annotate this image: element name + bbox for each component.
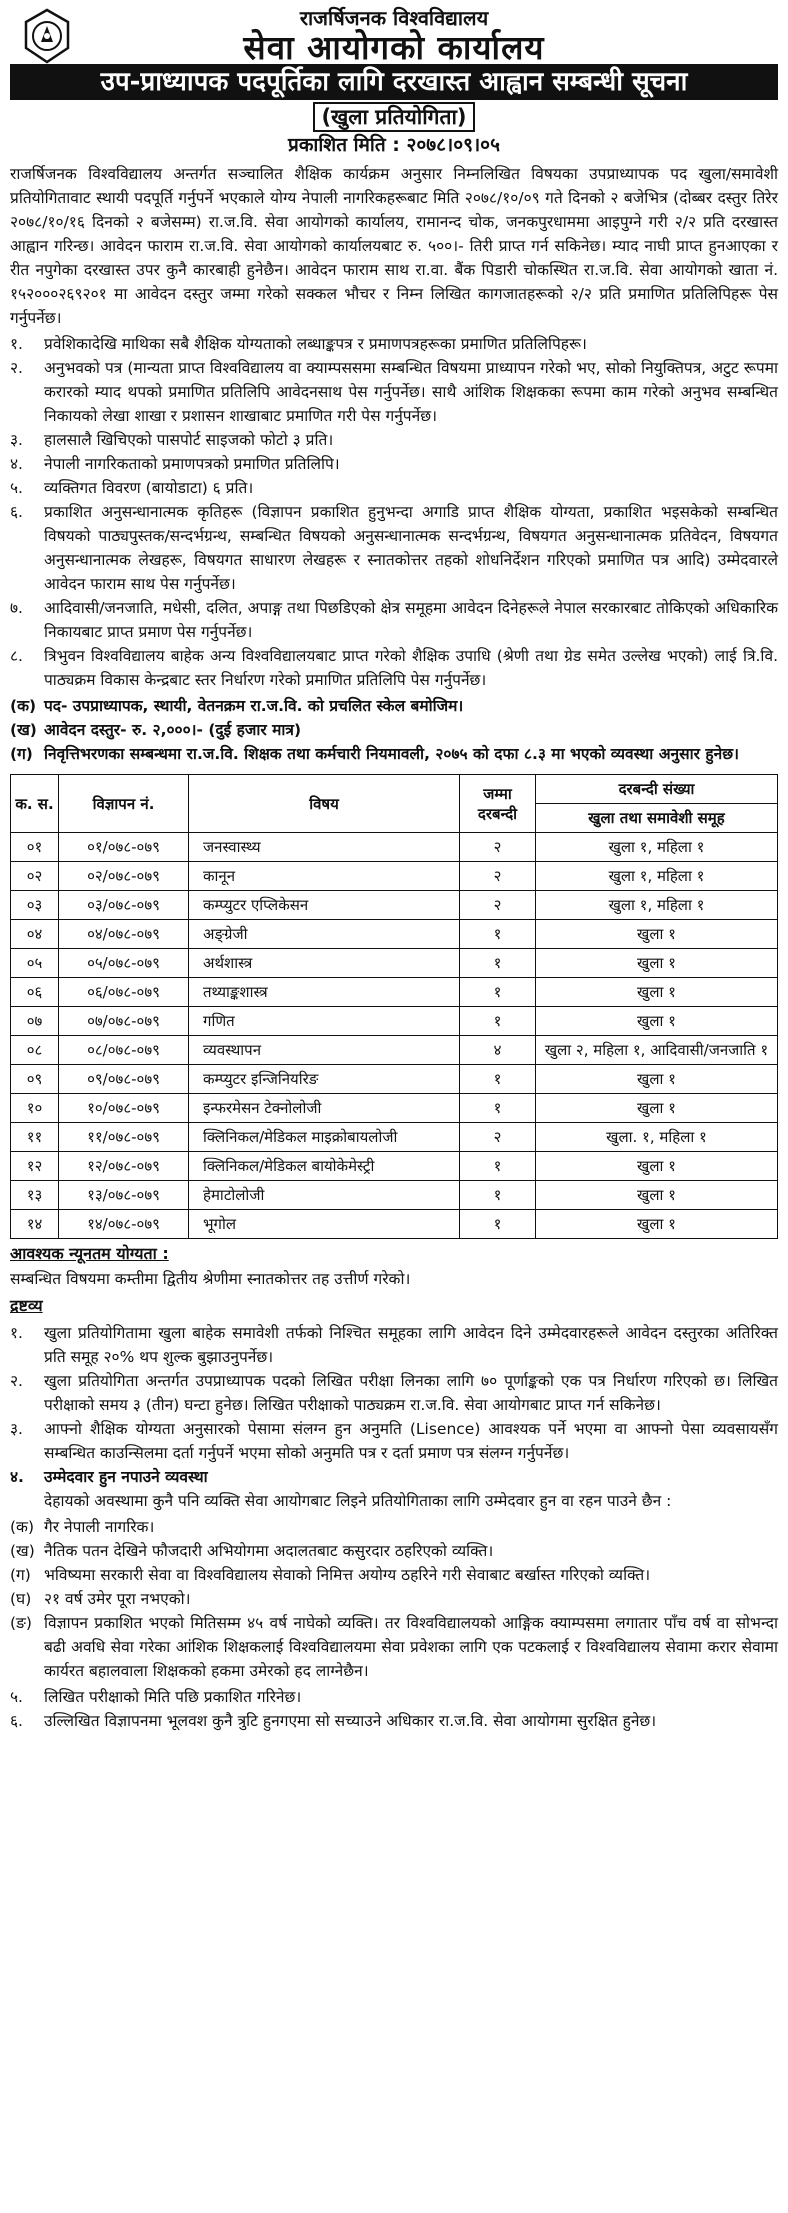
cell-ad: १२/०७८-०७९: [59, 1152, 189, 1181]
cell-total: २: [460, 833, 536, 862]
cell-group: खुला २, महिला १, आदिवासी/जनजाति १: [536, 1036, 778, 1065]
table-row: [11, 862, 778, 891]
cell-sn: ०५: [11, 949, 59, 978]
cell-group: खुला १: [536, 978, 778, 1007]
cell-total: १: [460, 1007, 536, 1036]
post-note: (ग) निवृत्तिभरणका सम्बन्धमा रा.ज.वि. शिक्षक तथा कर्मचारी नियमावली, २०७५ को दफा ८.३ मा भएको व्यवस्था अनुसार हुनेछ।: [10, 745, 739, 763]
cell-total: २: [460, 1123, 536, 1152]
col-sn-header: क. स.: [11, 775, 59, 833]
table-row: [11, 1094, 778, 1123]
university-name: राजर्षिजनक विश्वविद्यालय: [299, 6, 489, 30]
table-row: [11, 1036, 778, 1065]
cell-subject: कम्प्युटर इन्जिनियरिङ: [189, 1065, 460, 1094]
post-note: (क) पद- उपप्राध्यापक, स्थायी, वेतनक्रम रा.ज.वि. को प्रचलित स्केल बमोजिम।: [10, 697, 464, 715]
cell-ad: ०८/०७८-०७९: [59, 1036, 189, 1065]
cell-total: १: [460, 1181, 536, 1210]
post-notes: [10, 694, 778, 766]
notice-title-banner: उप-प्राध्यापक पदपूर्तिका लागि दरखास्त आह्वान सम्बन्धी सूचना: [10, 64, 778, 100]
cell-group: खुला १: [536, 1181, 778, 1210]
cell-ad: ०३/०७८-०७९: [59, 891, 189, 920]
cell-subject: भूगोल: [189, 1210, 460, 1239]
cell-sn: ०१: [11, 833, 59, 862]
cell-total: १: [460, 1094, 536, 1123]
col-posts-sub-header: खुला तथा समावेशी समूह: [536, 804, 778, 833]
cell-sn: ०७: [11, 1007, 59, 1036]
document-item: ५. व्यक्तिगत विवरण (बायोडाटा) ६ प्रति।: [10, 479, 254, 497]
remarks-tail-list: [10, 1685, 778, 1733]
cell-total: ४: [460, 1036, 536, 1065]
table-row: [11, 1210, 778, 1239]
cell-subject: गणित: [189, 1007, 460, 1036]
cell-sn: ०६: [11, 978, 59, 1007]
disqualification-item: (ङ) विज्ञापन प्रकाशित भएको मितिसम्म ४५ वर्ष नाघेको व्यक्ति। तर विश्वविद्यालयको आङ्गिक क्याम्पसमा लगातार पाँच वर्ष वा सोभन्दा बढी अवधि सेवा गरेका आंशिक शिक्षकलाई विश्वविद्यालयमा सेवा प्रवेशका लागि एक पटकलाई र विश्वविद्यालय सेवामा करार सेवामा कार्यरत बहालवाला शिक्षकको हकमा उमेरको हद लाग्नेछैन।: [10, 1614, 778, 1680]
table-row: [11, 920, 778, 949]
cell-sn: १०: [11, 1094, 59, 1123]
cell-subject: क्लिनिकल/मेडिकल बायोकेमेस्ट्री: [189, 1152, 460, 1181]
cell-ad: ०६/०७८-०७९: [59, 978, 189, 1007]
cell-subject: क्लिनिकल/मेडिकल माइक्रोबायलोजी: [189, 1123, 460, 1152]
disqualification-item: (ग) भविष्यमा सरकारी सेवा वा विश्वविद्यालय सेवाको निमित्त अयोग्य ठहरिने गरी सेवाबाट बर्खास्त गरिएको व्यक्ति।: [10, 1566, 651, 1584]
cell-group: खुला १: [536, 1094, 778, 1123]
cell-subject: हेमाटोलोजी: [189, 1181, 460, 1210]
intro-paragraph: राजर्षिजनक विश्वविद्यालय अन्तर्गत सञ्चालित शैक्षिक कार्यक्रम अनुसार निम्नलिखित विषयका उपप्राध्यापक पद खुला/समावेशी प्रतियोगितावाट स्थायी पदपूर्ति गर्नुपर्ने भएकाले योग्य नेपाली नागरिकहरूबाट मिति २०७८/१०/०९ गते दिनको २ बजेभित्र (दोब्बर दस्तुर तिरेर २०७८/१०/१६ दिनको २ बजेसम्म) रा.ज.वि. सेवा आयोगको कार्यालय, रामानन्द चोक, जनकपुरधाममा आइपुग्ने गरी २/२ प्रति दरखास्त आह्वान गरिन्छ। आवेदन फाराम रा.ज.वि. सेवा आयोगको कार्यालयबाट रु. ५००।- तिरी प्राप्त गर्न सकिनेछ। म्याद नाघी प्राप्त हुनआएका र रीत नपुगेका दरखास्त उपर कुनै कारबाही हुनेछैन। आवेदन फाराम साथ रा.वा. बैंक पिडारी चोकस्थित रा.ज.वि. सेवा आयोगको खाता नं. १५२०००२६९२०१ मा आवेदन दस्तुर जम्मा गरेको सक्कल भौचर र निम्न लिखित कागजातहरूको २/२ प्रति प्रमाणित प्रतिलिपिहरू पेस गर्नुपर्नेछ।: [10, 165, 778, 327]
cell-sn: ०८: [11, 1036, 59, 1065]
disqualification-list: [10, 1515, 778, 1683]
table-row: [11, 1152, 778, 1181]
cell-group: खुला १, महिला १: [536, 862, 778, 891]
cell-ad: ०९/०७८-०७९: [59, 1065, 189, 1094]
cell-group: खुला १: [536, 920, 778, 949]
disqualification-item: (घ) २१ वर्ष उमेर पूरा नभएको।: [10, 1590, 191, 1608]
disqualification-item: (ख) नैतिक पतन देखिने फौजदारी अभियोगमा अदालतबाट कसुरदार ठहरिएको व्यक्ति।: [10, 1542, 494, 1560]
cell-subject: इन्फरमेसन टेक्नोलोजी: [189, 1094, 460, 1123]
col-ad-header: विज्ञापन नं.: [59, 775, 189, 833]
vacancy-table: [10, 774, 778, 1239]
table-row: [11, 891, 778, 920]
documents-list: [10, 332, 778, 692]
cell-sn: १४: [11, 1210, 59, 1239]
remarks-list: [10, 1321, 778, 1513]
remark-item: ५. लिखित परीक्षाको मिति पछि प्रकाशित गरिनेछ।: [10, 1688, 302, 1706]
table-row: [11, 978, 778, 1007]
document-item: ७. आदिवासी/जनजाति, मधेसी, दलित, अपाङ्ग तथा पिछडिएको क्षेत्र समूहमा आवेदन दिनेहरूले नेपाल सरकारबाट तोकिएको अधिकारिक निकायबाट प्राप्त प्रमाण पेस गर्नुपर्नेछ।: [10, 599, 778, 641]
col-subject-header: विषय: [189, 775, 460, 833]
remark-item: ६. उल्लिखित विज्ञापनमा भूलवश कुनै त्रुटि हुनगएमा सो सच्याउने अधिकार रा.ज.वि. सेवा आयोगमा सुरक्षित हुनेछ।: [10, 1712, 657, 1730]
cell-ad: ०४/०७८-०७९: [59, 920, 189, 949]
cell-total: १: [460, 1152, 536, 1181]
cell-group: खुला १, महिला १: [536, 891, 778, 920]
competition-type: (खुला प्रतियोगिता): [10, 102, 778, 132]
document-item: ४. नेपाली नागरिकताको प्रमाणपत्रको प्रमाणित प्रतिलिपि।: [10, 455, 340, 473]
table-row: [11, 1007, 778, 1036]
remark-item: १. खुला प्रतियोगितामा खुला बाहेक समावेशी तर्फको निश्चित समूहका लागि आवेदन दिने उम्मेदवारहरूले आवेदन दस्तुरका अतिरिक्त प्रति समूह २०% थप शुल्क बुझाउनुपर्नेछ।: [10, 1324, 778, 1366]
cell-total: २: [460, 862, 536, 891]
cell-group: खुला. १, महिला १: [536, 1123, 778, 1152]
cell-group: खुला १: [536, 949, 778, 978]
vacancy-table-body: [11, 833, 778, 1239]
disqualification-item: (क) गैर नेपाली नागरिक।: [10, 1518, 155, 1536]
cell-ad: ११/०७८-०७९: [59, 1123, 189, 1152]
document-item: ३. हालसालै खिचिएको पासपोर्ट साइजको फोटो ३ प्रति।: [10, 431, 334, 449]
document-item: ६. प्रकाशित अनुसन्धानात्मक कृतिहरू (विज्ञापन प्रकाशित हुनुभन्दा अगाडि प्राप्त शैक्षिक योग्यता, प्रकाशित भइसकेको सम्बन्धित विषयको पाठ्यपुस्तक/सन्दर्भग्रन्थ, सम्बन्धित विषयको अनुसन्धानात्मक सन्दर्भग्रन्थ, विषयगत अनुसन्धानात्मक प्रतिवेदन, विषयगत अनुसन्धानात्मक लेखहरू, विषयगत साधारण लेखहरू र स्नातकोत्तर तहको शोधनिर्देशन गरिएको प्रमाणित पत्र आदि) उम्मेदवारले आवेदन फाराम साथ पेस गर्नुपर्नेछ।: [10, 503, 778, 593]
cell-sn: ०९: [11, 1065, 59, 1094]
cell-subject: तथ्याङ्कशास्त्र: [189, 978, 460, 1007]
office-name: सेवा आयोगको कार्यालय: [243, 28, 545, 67]
cell-group: खुला १: [536, 1152, 778, 1181]
cell-ad: ०१/०७८-०७९: [59, 833, 189, 862]
document-item: १. प्रवेशिकादेखि माथिका सबै शैक्षिक योग्यताको लब्धाङ्कपत्र र प्रमाणपत्रहरूका प्रमाणित प्रतिलिपिहरू।: [10, 335, 587, 353]
university-emblem-icon: [22, 8, 72, 64]
cell-total: २: [460, 891, 536, 920]
cell-total: १: [460, 1210, 536, 1239]
cell-ad: १०/०७८-०७९: [59, 1094, 189, 1123]
table-row: [11, 949, 778, 978]
cell-group: खुला १, महिला १: [536, 833, 778, 862]
col-total-header: जम्मा दरबन्दी: [460, 775, 536, 833]
post-note: (ख) आवेदन दस्तुर- रु. २,०००।- (दुई हजार मात्र): [10, 721, 302, 739]
disqualification-intro: देहायको अवस्थामा कुनै पनि व्यक्ति सेवा आयोगबाट लिइने प्रतियोगिताका लागि उम्मेदवार हुन वा रहन पाउने छैन :: [44, 1492, 672, 1510]
remark-item: २. खुला प्रतियोगिता अन्तर्गत उपप्राध्यापक पदको लिखित परीक्षा लिनका लागि ७० पूर्णाङ्कको एक पत्र निर्धारण गरिएको छ। लिखित परीक्षाको समय ३ (तीन) घन्टा हुनेछ। लिखित परीक्षाको पाठ्यक्रम रा.ज.वि. सेवा आयोगबाट प्राप्त गर्न सकिनेछ।: [10, 1372, 778, 1414]
cell-sn: १३: [11, 1181, 59, 1210]
cell-total: १: [460, 920, 536, 949]
cell-group: खुला १: [536, 1065, 778, 1094]
cell-group: खुला १: [536, 1007, 778, 1036]
qualification-text: सम्बन्धित विषयमा कम्तीमा द्वितीय श्रेणीमा स्नातकोत्तर तह उत्तीर्ण गरेको।: [10, 1270, 411, 1288]
cell-subject: कम्प्युटर एप्लिकेसन: [189, 891, 460, 920]
cell-sn: ११: [11, 1123, 59, 1152]
cell-sn: १२: [11, 1152, 59, 1181]
published-date: प्रकाशित मिति : २०७८।०९।०५: [288, 134, 500, 156]
cell-total: १: [460, 949, 536, 978]
table-row: [11, 833, 778, 862]
cell-sn: ०३: [11, 891, 59, 920]
table-row: [11, 1123, 778, 1152]
remarks-heading: द्रष्टव्य: [10, 1296, 43, 1315]
remark-item: ३. आफ्नो शैक्षिक योग्यता अनुसारको पेसामा संलग्न हुन अनुमति (Lisence) आवश्यक पर्ने भएमा वा आफ्नो पेसा व्यवसायसँग सम्बन्धित काउन्सिलमा दर्ता गर्नुपर्ने भएमा सोको अनुमति पत्र र दर्ता प्रमाण पत्र संलग्न गर्नुपर्नेछ।: [10, 1420, 778, 1462]
cell-ad: १३/०७८-०७९: [59, 1181, 189, 1210]
cell-group: खुला १: [536, 1210, 778, 1239]
document-item: ८. त्रिभुवन विश्वविद्यालय बाहेक अन्य विश्वविद्यालयबाट प्राप्त गरेको शैक्षिक उपाधि (श्रेणी तथा ग्रेड समेत उल्लेख भएको) लाई त्रि.वि. पाठ्यक्रम विकास केन्द्रबाट स्तर निर्धारण गरेको प्रमाणित प्रतिलिपि पेस गर्नुपर्नेछ।: [10, 647, 778, 689]
cell-ad: ०२/०७८-०७९: [59, 862, 189, 891]
notice-header: [10, 6, 778, 67]
cell-total: १: [460, 1065, 536, 1094]
table-row: [11, 1065, 778, 1094]
cell-ad: ०५/०७८-०७९: [59, 949, 189, 978]
remark-item-disqualification: ४. उम्मेदवार हुन नपाउने व्यवस्था: [10, 1468, 208, 1486]
cell-total: १: [460, 978, 536, 1007]
cell-sn: ०२: [11, 862, 59, 891]
cell-subject: अर्थशास्त्र: [189, 949, 460, 978]
cell-subject: कानून: [189, 862, 460, 891]
cell-ad: १४/०७८-०७९: [59, 1210, 189, 1239]
cell-subject: व्यवस्थापन: [189, 1036, 460, 1065]
cell-subject: अङ्ग्रेजी: [189, 920, 460, 949]
col-posts-header: दरबन्दी संख्या: [536, 775, 778, 804]
cell-ad: ०७/०७८-०७९: [59, 1007, 189, 1036]
cell-subject: जनस्वास्थ्य: [189, 833, 460, 862]
table-row: [11, 1181, 778, 1210]
cell-sn: ०४: [11, 920, 59, 949]
document-item: २. अनुभवको पत्र (मान्यता प्राप्त विश्वविद्यालय वा क्याम्पससमा सम्बन्धित विषयमा प्राध्यापन गरेको भए, सोको नियुक्तिपत्र, अटुट रूपमा करारको म्याद थपको प्रमाणित प्रतिलिपि आवेदनसाथ पेस गर्नुपर्नेछ। साथै आंशिक शिक्षकका रूपमा काम गरेको अनुभव सम्बन्धित निकायको लेखा शाखा र प्रशासन शाखाबाट प्रमाणित गरी पेस गर्नुपर्नेछ।: [10, 359, 778, 425]
qualification-heading: आवश्यक न्यूनतम योग्यता :: [10, 1244, 169, 1263]
